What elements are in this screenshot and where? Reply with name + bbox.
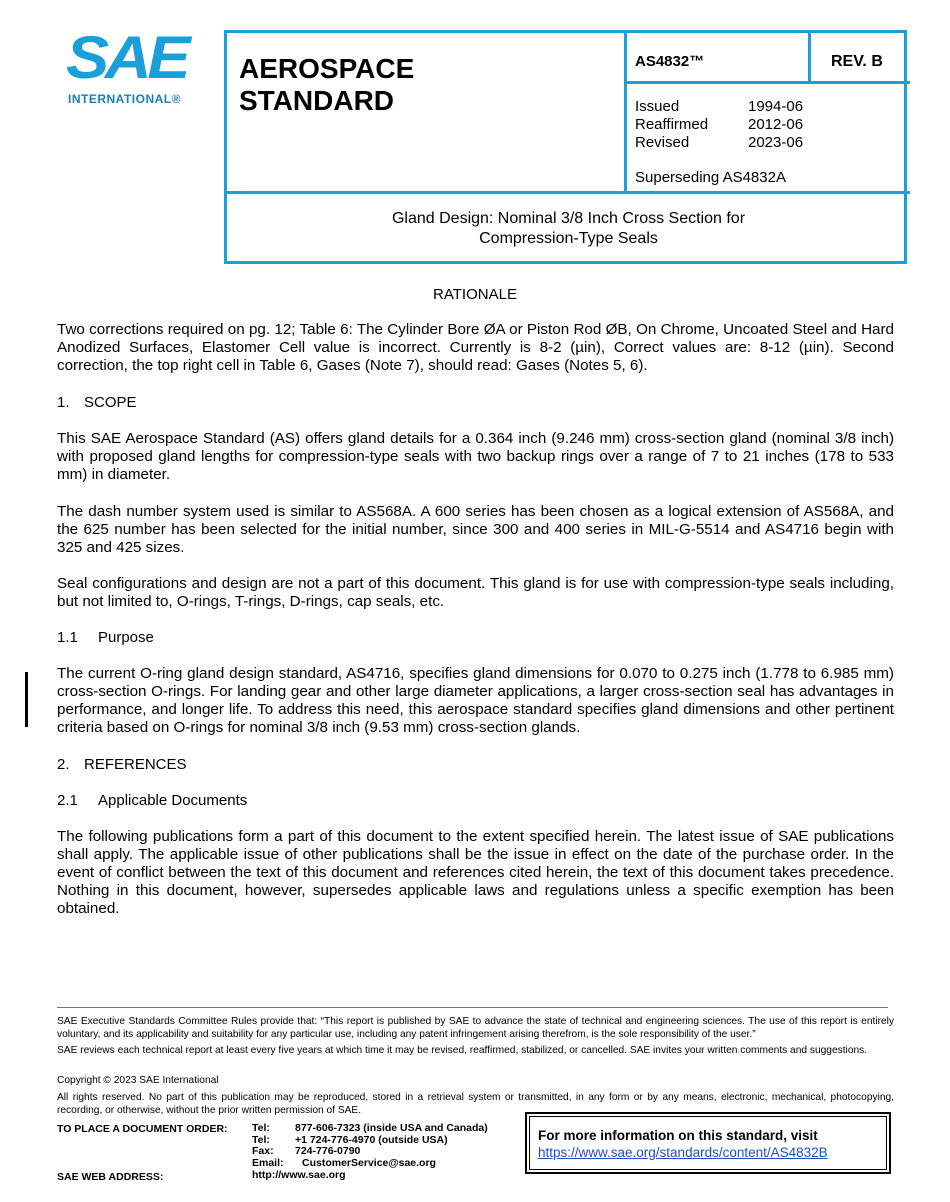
scope-paragraph-1: This SAE Aerospace Standard (AS) offers gland details for a 0.364 inch (9.246 mm) cross-section gland (nominal 3/8 inch) with proposed gland lengths for compression-type seals with two backup rings over a range of 7 to 21 inches (178 to 533 mm) in diameter. (57, 430, 894, 483)
sae-logo (66, 24, 187, 108)
web-address-label: SAE WEB ADDRESS: (57, 1171, 164, 1183)
fax-label: Fax: (252, 1145, 274, 1158)
standard-type-line1: AEROSPACE (239, 53, 415, 84)
footer-divider (57, 1007, 888, 1008)
standard-type-line2: STANDARD (239, 85, 395, 116)
revised-label: Revised (635, 134, 690, 151)
section-title: REFERENCES (84, 756, 187, 773)
header-divider (624, 33, 627, 193)
footer-rights-text: All rights reserved. No part of this publication may be reproduced, stored in a retrieval system or transmitted, in any form or by any means, electronic, mechanical, photocopying, recording, or otherwise, without the prior written permission of SAE. (57, 1092, 894, 1116)
footer-review-text: SAE reviews each technical report at least every five years at which time it may be revised, reaffirmed, stabilized, or cancelled. SAE invites your written comments and suggestions. (57, 1045, 868, 1056)
footer-rules-text: SAE Executive Standards Committee Rules provide that: “This report is published by SAE to advance the state of technical and engineering sciences. The use of this report is entirely voluntary, and its applicability and suitability for any particular use, including any patent infringement arising therefrom, is the sole responsibility of the user.” (57, 1016, 894, 1040)
standard-link[interactable]: https://www.sae.org/standards/content/AS4832B (538, 1145, 828, 1160)
tel-domestic[interactable]: 877-606-7323 (inside USA and Canada) (295, 1122, 488, 1134)
footer-copyright: Copyright © 2023 SAE International (57, 1075, 219, 1086)
section-number: 2.1 (57, 792, 78, 809)
tel-international[interactable]: +1 724-776-4970 (outside USA) (295, 1133, 448, 1146)
purpose-paragraph: The current O-ring gland design standard, AS4716, specifies gland dimensions for 0.070 to 0.275 inch (1.778 to 6.985 mm) cross-section O-rings. For landing gear and other large diameter applications, a larger cross-section seal has advantages in performance, and longer life. To address this need, this aerospace standard specifies gland dimensions and other pertinent criteria based on O-rings for nominal 3/8 inch (9.53 mm) cross-section glands. (57, 665, 894, 736)
issued-label: Issued (635, 98, 680, 115)
section-purpose-heading (57, 629, 154, 646)
revised-date: 2023-06 (748, 134, 804, 151)
fax-number: 724-776-0790 (295, 1145, 361, 1158)
web-address[interactable]: http://www.sae.org (252, 1168, 346, 1181)
reaffirmed-label: Reaffirmed (635, 116, 709, 133)
more-info-box (525, 1112, 891, 1174)
header-divider (624, 81, 910, 84)
sae-logo-international: INTERNATIONAL® (68, 92, 181, 106)
document-title (227, 209, 910, 249)
email-label: Email: (252, 1157, 284, 1170)
section-number: 1. (57, 394, 70, 411)
applicable-documents-paragraph: The following publications form a part of this document to the extent specified herein. The latest issue of SAE publications shall apply. The applicable issue of other publications shall be the issue in effect on the date of the purchase order. In the event of conflict between the text of this document and references cited herein, the text of this document takes precedence. Nothing in this document, however, supersedes applicable laws and regulations unless a specific exemption has been obtained. (57, 828, 894, 917)
reaffirmed-date: 2012-06 (748, 116, 804, 133)
scope-paragraph-2: The dash number system used is similar to AS568A. A 600 series has been chosen as a logical extension of AS568A, and the 625 number has been selected for the initial number, since 300 and 400 series in MIL-G-5514 and AS4716 begin with 325 and 425 sizes. (57, 503, 894, 556)
sae-logo-wordmark: SAE (66, 24, 187, 91)
section-applicable-documents-heading (57, 792, 247, 809)
more-info-title: For more information on this standard, visit (538, 1128, 818, 1143)
document-title-line2: Compression-Type Seals (479, 230, 658, 247)
rationale-paragraph: Two corrections required on pg. 12; Table 6: The Cylinder Bore ØA or Piston Rod ØB, On Chrome, Uncoated Steel and Hard Anodized Surfaces, Elastomer Cell value is incorrect. Currently is 8-2 (µin), Correct values are: 8-12 (µin). Second correction, the top right cell in Table 6, Gases (Note 7), should read: Gases (Notes 5, 6). (57, 321, 894, 374)
section-number: 1.1 (57, 629, 78, 646)
standard-header-box (224, 30, 907, 264)
rationale-heading: RATIONALE (433, 286, 517, 303)
change-bar (25, 672, 28, 727)
section-references-heading (57, 756, 187, 773)
superseding-note: Superseding AS4832A (635, 169, 786, 186)
scope-paragraph-3: Seal configurations and design are not a part of this document. This gland is for use with compression-type seals including, but not limited to, O-rings, T-rings, D-rings, cap seals, etc. (57, 575, 894, 610)
document-dates (635, 98, 803, 152)
order-label: TO PLACE A DOCUMENT ORDER: (57, 1123, 228, 1135)
section-title: Purpose (98, 629, 154, 646)
email-address[interactable]: CustomerService@sae.org (302, 1157, 436, 1170)
header-divider (808, 33, 811, 83)
section-number: 2. (57, 756, 70, 773)
section-title: Applicable Documents (98, 792, 248, 809)
standard-type (239, 53, 414, 117)
section-title: SCOPE (84, 394, 137, 411)
header-divider (227, 191, 910, 194)
order-contacts (252, 1123, 488, 1182)
section-scope-heading (57, 394, 137, 411)
revision-label: REV. B (831, 53, 883, 70)
tel-label: Tel: (252, 1122, 270, 1134)
issued-date: 1994-06 (748, 98, 804, 115)
document-title-line1: Gland Design: Nominal 3/8 Inch Cross Section for (391, 210, 746, 227)
tel-label: Tel: (252, 1133, 270, 1146)
document-number: AS4832™ (635, 53, 705, 70)
